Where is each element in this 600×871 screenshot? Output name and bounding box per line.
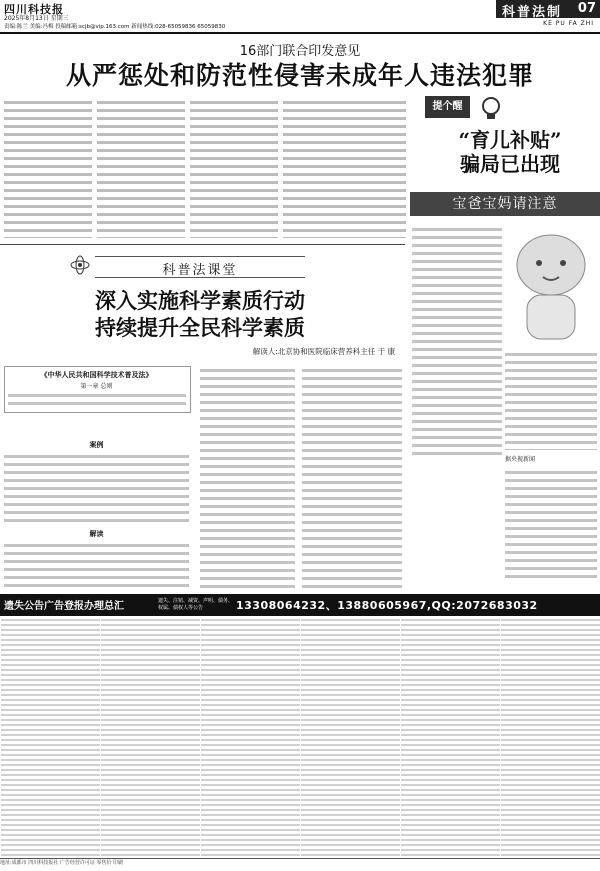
page-footer: 地址:成都市 四川科技报社 广告经营许可证 零售价 印刷 bbox=[0, 858, 600, 871]
explain-text bbox=[4, 541, 189, 589]
case-text bbox=[4, 452, 189, 524]
sidebar-text-bottom bbox=[505, 468, 597, 578]
ad-title: 遗失公告广告登报办理总汇 bbox=[4, 601, 124, 612]
dateline: 2025年8月13日 星期三 bbox=[4, 15, 69, 22]
classified-ads bbox=[0, 617, 600, 857]
section-title: 科普法制 bbox=[502, 5, 563, 20]
ad-header bbox=[0, 594, 600, 616]
law-text bbox=[8, 391, 186, 409]
explain-label: 解读 bbox=[89, 530, 104, 538]
sidebar-text bbox=[412, 225, 502, 455]
article-column-1 bbox=[4, 98, 92, 238]
sidebar-title-2: 骗局已出现 bbox=[460, 152, 560, 176]
headline-kicker: 16部门联合印发意见 bbox=[239, 44, 361, 59]
bulb-icon bbox=[478, 96, 504, 122]
sidebar-byline: 据央视新闻 bbox=[505, 456, 536, 463]
ad-phone: 13308064232、13880605967,QQ:2072683032 bbox=[236, 599, 538, 612]
tip-tag: 提个醒 bbox=[425, 96, 470, 118]
feature-column-2 bbox=[200, 366, 295, 588]
feature-byline: 解读人:北京协和医院临床营养科主任 于 康 bbox=[252, 347, 395, 356]
feature-title-1: 深入实施科学素质行动 bbox=[95, 288, 305, 313]
sidebar-title-1: “育儿补贴” bbox=[458, 128, 562, 152]
main-headline: 从严惩处和防范性侵害未成年人违法犯罪 bbox=[65, 61, 534, 90]
sidebar-headline bbox=[425, 128, 595, 176]
sidebar-banner: 宝爸宝妈请注意 bbox=[410, 192, 600, 216]
column-rule bbox=[0, 244, 405, 245]
ad-info: 遗失、注销、减资、声明、债务、权属、债权人等公告 bbox=[158, 598, 234, 611]
masthead bbox=[0, 0, 600, 34]
feature-title-2: 持续提升全民科学素质 bbox=[95, 315, 305, 340]
atom-icon bbox=[70, 255, 90, 275]
law-title: 《中华人民共和国科学技术普及法》 bbox=[40, 371, 153, 379]
page-number: 07 bbox=[577, 1, 596, 16]
article-column-5 bbox=[330, 98, 406, 238]
baby-illustration bbox=[505, 225, 597, 345]
feature-column-3 bbox=[302, 366, 402, 588]
section-pinyin: KE PU FA ZHI bbox=[543, 20, 594, 27]
case-label: 案例 bbox=[89, 441, 104, 449]
paper-name: 四川科技报 bbox=[4, 3, 64, 16]
article-column-2 bbox=[97, 98, 185, 238]
chapter-label: 第一章 总则 bbox=[80, 383, 113, 390]
feature-headline bbox=[0, 287, 400, 341]
column-banner bbox=[95, 256, 305, 278]
section-header bbox=[496, 0, 600, 18]
sidebar-text-lower bbox=[505, 350, 597, 450]
editor-credits: 责编:陈兰 美编:冯梅 投稿邮箱:scjb@vip.163.com 新闻热线:028-65059836 65059830 bbox=[4, 24, 226, 30]
article-column-3 bbox=[190, 98, 278, 238]
column-title: 科普法课堂 bbox=[162, 263, 238, 278]
